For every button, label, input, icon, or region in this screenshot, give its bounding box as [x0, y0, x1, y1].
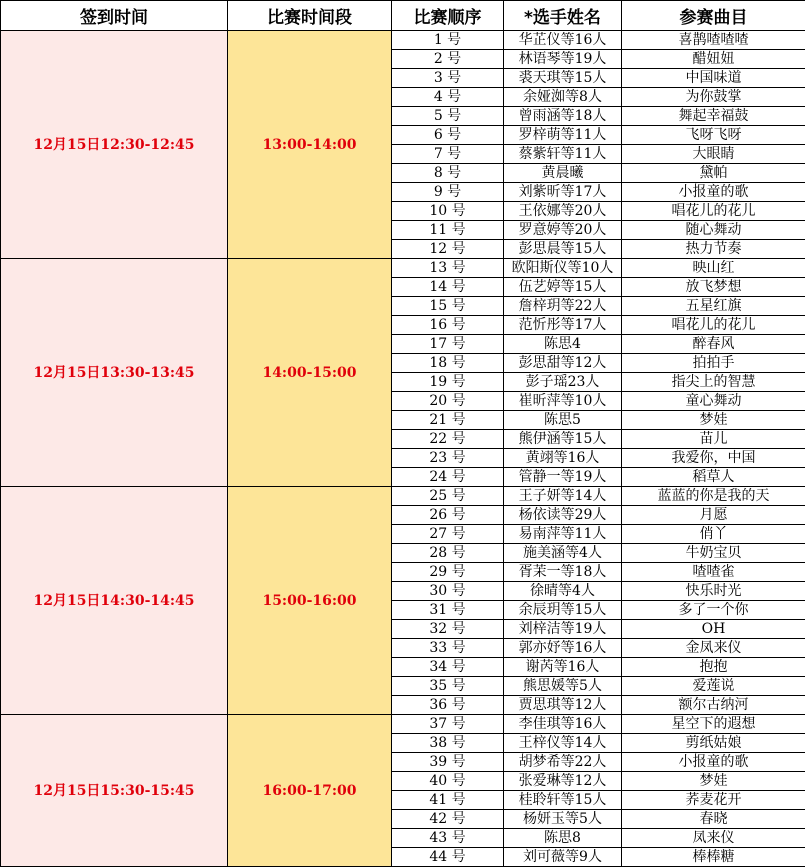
header-checkin-time: 签到时间 — [1, 1, 228, 31]
contestant-name-cell: 刘梓洁等19人 — [504, 620, 622, 639]
header-order: 比赛顺序 — [392, 1, 504, 31]
piece-cell: 中国味道 — [622, 69, 805, 88]
order-cell: 7 号 — [392, 145, 504, 164]
piece-cell: 梦娃 — [622, 772, 805, 791]
order-cell: 5 号 — [392, 107, 504, 126]
contestant-name-cell: 刘紫昕等17人 — [504, 183, 622, 202]
piece-cell: 放飞梦想 — [622, 278, 805, 297]
order-cell: 26 号 — [392, 506, 504, 525]
header-contestant-name: *选手姓名 — [504, 1, 622, 31]
piece-cell: 黛帕 — [622, 164, 805, 183]
order-cell: 27 号 — [392, 525, 504, 544]
contestant-name-cell: 贾思琪等12人 — [504, 696, 622, 715]
schedule-body — [1, 31, 805, 867]
contestant-name-cell: 罗梓萌等11人 — [504, 126, 622, 145]
table-row — [1, 259, 805, 278]
contestant-name-cell: 彭子瑶23人 — [504, 373, 622, 392]
header-time-slot: 比赛时间段 — [228, 1, 392, 31]
piece-cell: 喳喳雀 — [622, 563, 805, 582]
contestant-name-cell: 施美涵等4人 — [504, 544, 622, 563]
contestant-name-cell: 郭亦妤等16人 — [504, 639, 622, 658]
piece-cell: 星空下的遐想 — [622, 715, 805, 734]
order-cell: 35 号 — [392, 677, 504, 696]
contestant-name-cell: 刘可薇等9人 — [504, 848, 622, 867]
piece-cell: 热力节奏 — [622, 240, 805, 259]
piece-cell: 拍拍手 — [622, 354, 805, 373]
order-cell: 1 号 — [392, 31, 504, 50]
table-row — [1, 31, 805, 50]
contestant-name-cell: 崔昕萍等10人 — [504, 392, 622, 411]
order-cell: 32 号 — [392, 620, 504, 639]
contestant-name-cell: 张爱琳等12人 — [504, 772, 622, 791]
checkin-time-cell: 12月15日13:30-13:45 — [1, 259, 228, 487]
piece-cell: OH — [622, 620, 805, 639]
contestant-name-cell: 陈思5 — [504, 411, 622, 430]
order-cell: 37 号 — [392, 715, 504, 734]
order-cell: 15 号 — [392, 297, 504, 316]
contestant-name-cell: 欧阳斯仪等10人 — [504, 259, 622, 278]
contestant-name-cell: 黄翊等16人 — [504, 449, 622, 468]
order-cell: 13 号 — [392, 259, 504, 278]
piece-cell: 五星红旗 — [622, 297, 805, 316]
order-cell: 38 号 — [392, 734, 504, 753]
time-slot-cell: 16:00-17:00 — [228, 715, 392, 867]
contestant-name-cell: 胥茉一等18人 — [504, 563, 622, 582]
order-cell: 2 号 — [392, 50, 504, 69]
contestant-name-cell: 熊伊涵等15人 — [504, 430, 622, 449]
table-row — [1, 715, 805, 734]
order-cell: 17 号 — [392, 335, 504, 354]
contestant-name-cell: 易南萍等11人 — [504, 525, 622, 544]
order-cell: 21 号 — [392, 411, 504, 430]
contestant-name-cell: 陈思4 — [504, 335, 622, 354]
contestant-name-cell: 陈思8 — [504, 829, 622, 848]
header-piece: 参赛曲目 — [622, 1, 805, 31]
piece-cell: 梦娃 — [622, 411, 805, 430]
order-cell: 11 号 — [392, 221, 504, 240]
order-cell: 34 号 — [392, 658, 504, 677]
order-cell: 14 号 — [392, 278, 504, 297]
order-cell: 25 号 — [392, 487, 504, 506]
piece-cell: 金凤来仪 — [622, 639, 805, 658]
order-cell: 36 号 — [392, 696, 504, 715]
contestant-name-cell: 王梓仪等14人 — [504, 734, 622, 753]
piece-cell: 我爱你，中国 — [622, 449, 805, 468]
contestant-name-cell: 桂聆轩等15人 — [504, 791, 622, 810]
contestant-name-cell: 管静一等19人 — [504, 468, 622, 487]
order-cell: 10 号 — [392, 202, 504, 221]
piece-cell: 牛奶宝贝 — [622, 544, 805, 563]
order-cell: 16 号 — [392, 316, 504, 335]
piece-cell: 快乐时光 — [622, 582, 805, 601]
contestant-name-cell: 杨依读等29人 — [504, 506, 622, 525]
order-cell: 8 号 — [392, 164, 504, 183]
order-cell: 39 号 — [392, 753, 504, 772]
order-cell: 18 号 — [392, 354, 504, 373]
order-cell: 22 号 — [392, 430, 504, 449]
piece-cell: 映山红 — [622, 259, 805, 278]
piece-cell: 春晓 — [622, 810, 805, 829]
order-cell: 42 号 — [392, 810, 504, 829]
table-row — [1, 487, 805, 506]
contestant-name-cell: 李佳琪等16人 — [504, 715, 622, 734]
contestant-name-cell: 林语琴等19人 — [504, 50, 622, 69]
contestant-name-cell: 谢芮等16人 — [504, 658, 622, 677]
time-slot-cell: 14:00-15:00 — [228, 259, 392, 487]
header-row — [1, 1, 805, 31]
order-cell: 4 号 — [392, 88, 504, 107]
contestant-name-cell: 徐晴等4人 — [504, 582, 622, 601]
piece-cell: 凤来仪 — [622, 829, 805, 848]
order-cell: 6 号 — [392, 126, 504, 145]
checkin-time-cell: 12月15日12:30-12:45 — [1, 31, 228, 259]
contestant-name-cell: 熊思媛等5人 — [504, 677, 622, 696]
order-cell: 40 号 — [392, 772, 504, 791]
contestant-name-cell: 彭思晨等15人 — [504, 240, 622, 259]
contestant-name-cell: 蔡紫轩等11人 — [504, 145, 622, 164]
contestant-name-cell: 范忻彤等17人 — [504, 316, 622, 335]
order-cell: 20 号 — [392, 392, 504, 411]
contestant-name-cell: 伍艺婷等15人 — [504, 278, 622, 297]
order-cell: 41 号 — [392, 791, 504, 810]
contestant-name-cell: 余辰玥等15人 — [504, 601, 622, 620]
contestant-name-cell: 胡梦希等22人 — [504, 753, 622, 772]
piece-cell: 童心舞动 — [622, 392, 805, 411]
piece-cell: 荞麦花开 — [622, 791, 805, 810]
piece-cell: 舞起幸福鼓 — [622, 107, 805, 126]
contestant-name-cell: 裘天琪等15人 — [504, 69, 622, 88]
piece-cell: 爱莲说 — [622, 677, 805, 696]
checkin-time-cell: 12月15日15:30-15:45 — [1, 715, 228, 867]
piece-cell: 剪纸姑娘 — [622, 734, 805, 753]
piece-cell: 唱花儿的花儿 — [622, 202, 805, 221]
contestant-name-cell: 王子妍等14人 — [504, 487, 622, 506]
order-cell: 24 号 — [392, 468, 504, 487]
order-cell: 31 号 — [392, 601, 504, 620]
order-cell: 23 号 — [392, 449, 504, 468]
piece-cell: 抱抱 — [622, 658, 805, 677]
order-cell: 12 号 — [392, 240, 504, 259]
order-cell: 44 号 — [392, 848, 504, 867]
contestant-name-cell: 余娅洳等8人 — [504, 88, 622, 107]
piece-cell: 唱花儿的花儿 — [622, 316, 805, 335]
contestant-name-cell: 罗意婷等20人 — [504, 221, 622, 240]
checkin-time-cell: 12月15日14:30-14:45 — [1, 487, 228, 715]
piece-cell: 月愿 — [622, 506, 805, 525]
piece-cell: 醉春风 — [622, 335, 805, 354]
contestant-name-cell: 黄晨曦 — [504, 164, 622, 183]
contestant-name-cell: 王依娜等20人 — [504, 202, 622, 221]
piece-cell: 小报童的歌 — [622, 753, 805, 772]
contestant-name-cell: 曾雨涵等18人 — [504, 107, 622, 126]
order-cell: 43 号 — [392, 829, 504, 848]
order-cell: 9 号 — [392, 183, 504, 202]
order-cell: 29 号 — [392, 563, 504, 582]
order-cell: 28 号 — [392, 544, 504, 563]
piece-cell: 指尖上的智慧 — [622, 373, 805, 392]
piece-cell: 随心舞动 — [622, 221, 805, 240]
order-cell: 19 号 — [392, 373, 504, 392]
piece-cell: 小报童的歌 — [622, 183, 805, 202]
piece-cell: 额尔古纳河 — [622, 696, 805, 715]
piece-cell: 为你鼓掌 — [622, 88, 805, 107]
piece-cell: 飞呀飞呀 — [622, 126, 805, 145]
piece-cell: 蓝蓝的你是我的天 — [622, 487, 805, 506]
piece-cell: 醋妞妞 — [622, 50, 805, 69]
piece-cell: 俏丫 — [622, 525, 805, 544]
contestant-name-cell: 杨妍玉等5人 — [504, 810, 622, 829]
piece-cell: 棒棒糖 — [622, 848, 805, 867]
time-slot-cell: 13:00-14:00 — [228, 31, 392, 259]
piece-cell: 多了一个你 — [622, 601, 805, 620]
piece-cell: 喜鹊喳喳喳 — [622, 31, 805, 50]
piece-cell: 苗儿 — [622, 430, 805, 449]
contestant-name-cell: 彭思甜等12人 — [504, 354, 622, 373]
piece-cell: 稻草人 — [622, 468, 805, 487]
order-cell: 3 号 — [392, 69, 504, 88]
order-cell: 33 号 — [392, 639, 504, 658]
contestant-name-cell: 华芷仪等16人 — [504, 31, 622, 50]
time-slot-cell: 15:00-16:00 — [228, 487, 392, 715]
order-cell: 30 号 — [392, 582, 504, 601]
contestant-name-cell: 詹梓玥等22人 — [504, 297, 622, 316]
piece-cell: 大眼睛 — [622, 145, 805, 164]
